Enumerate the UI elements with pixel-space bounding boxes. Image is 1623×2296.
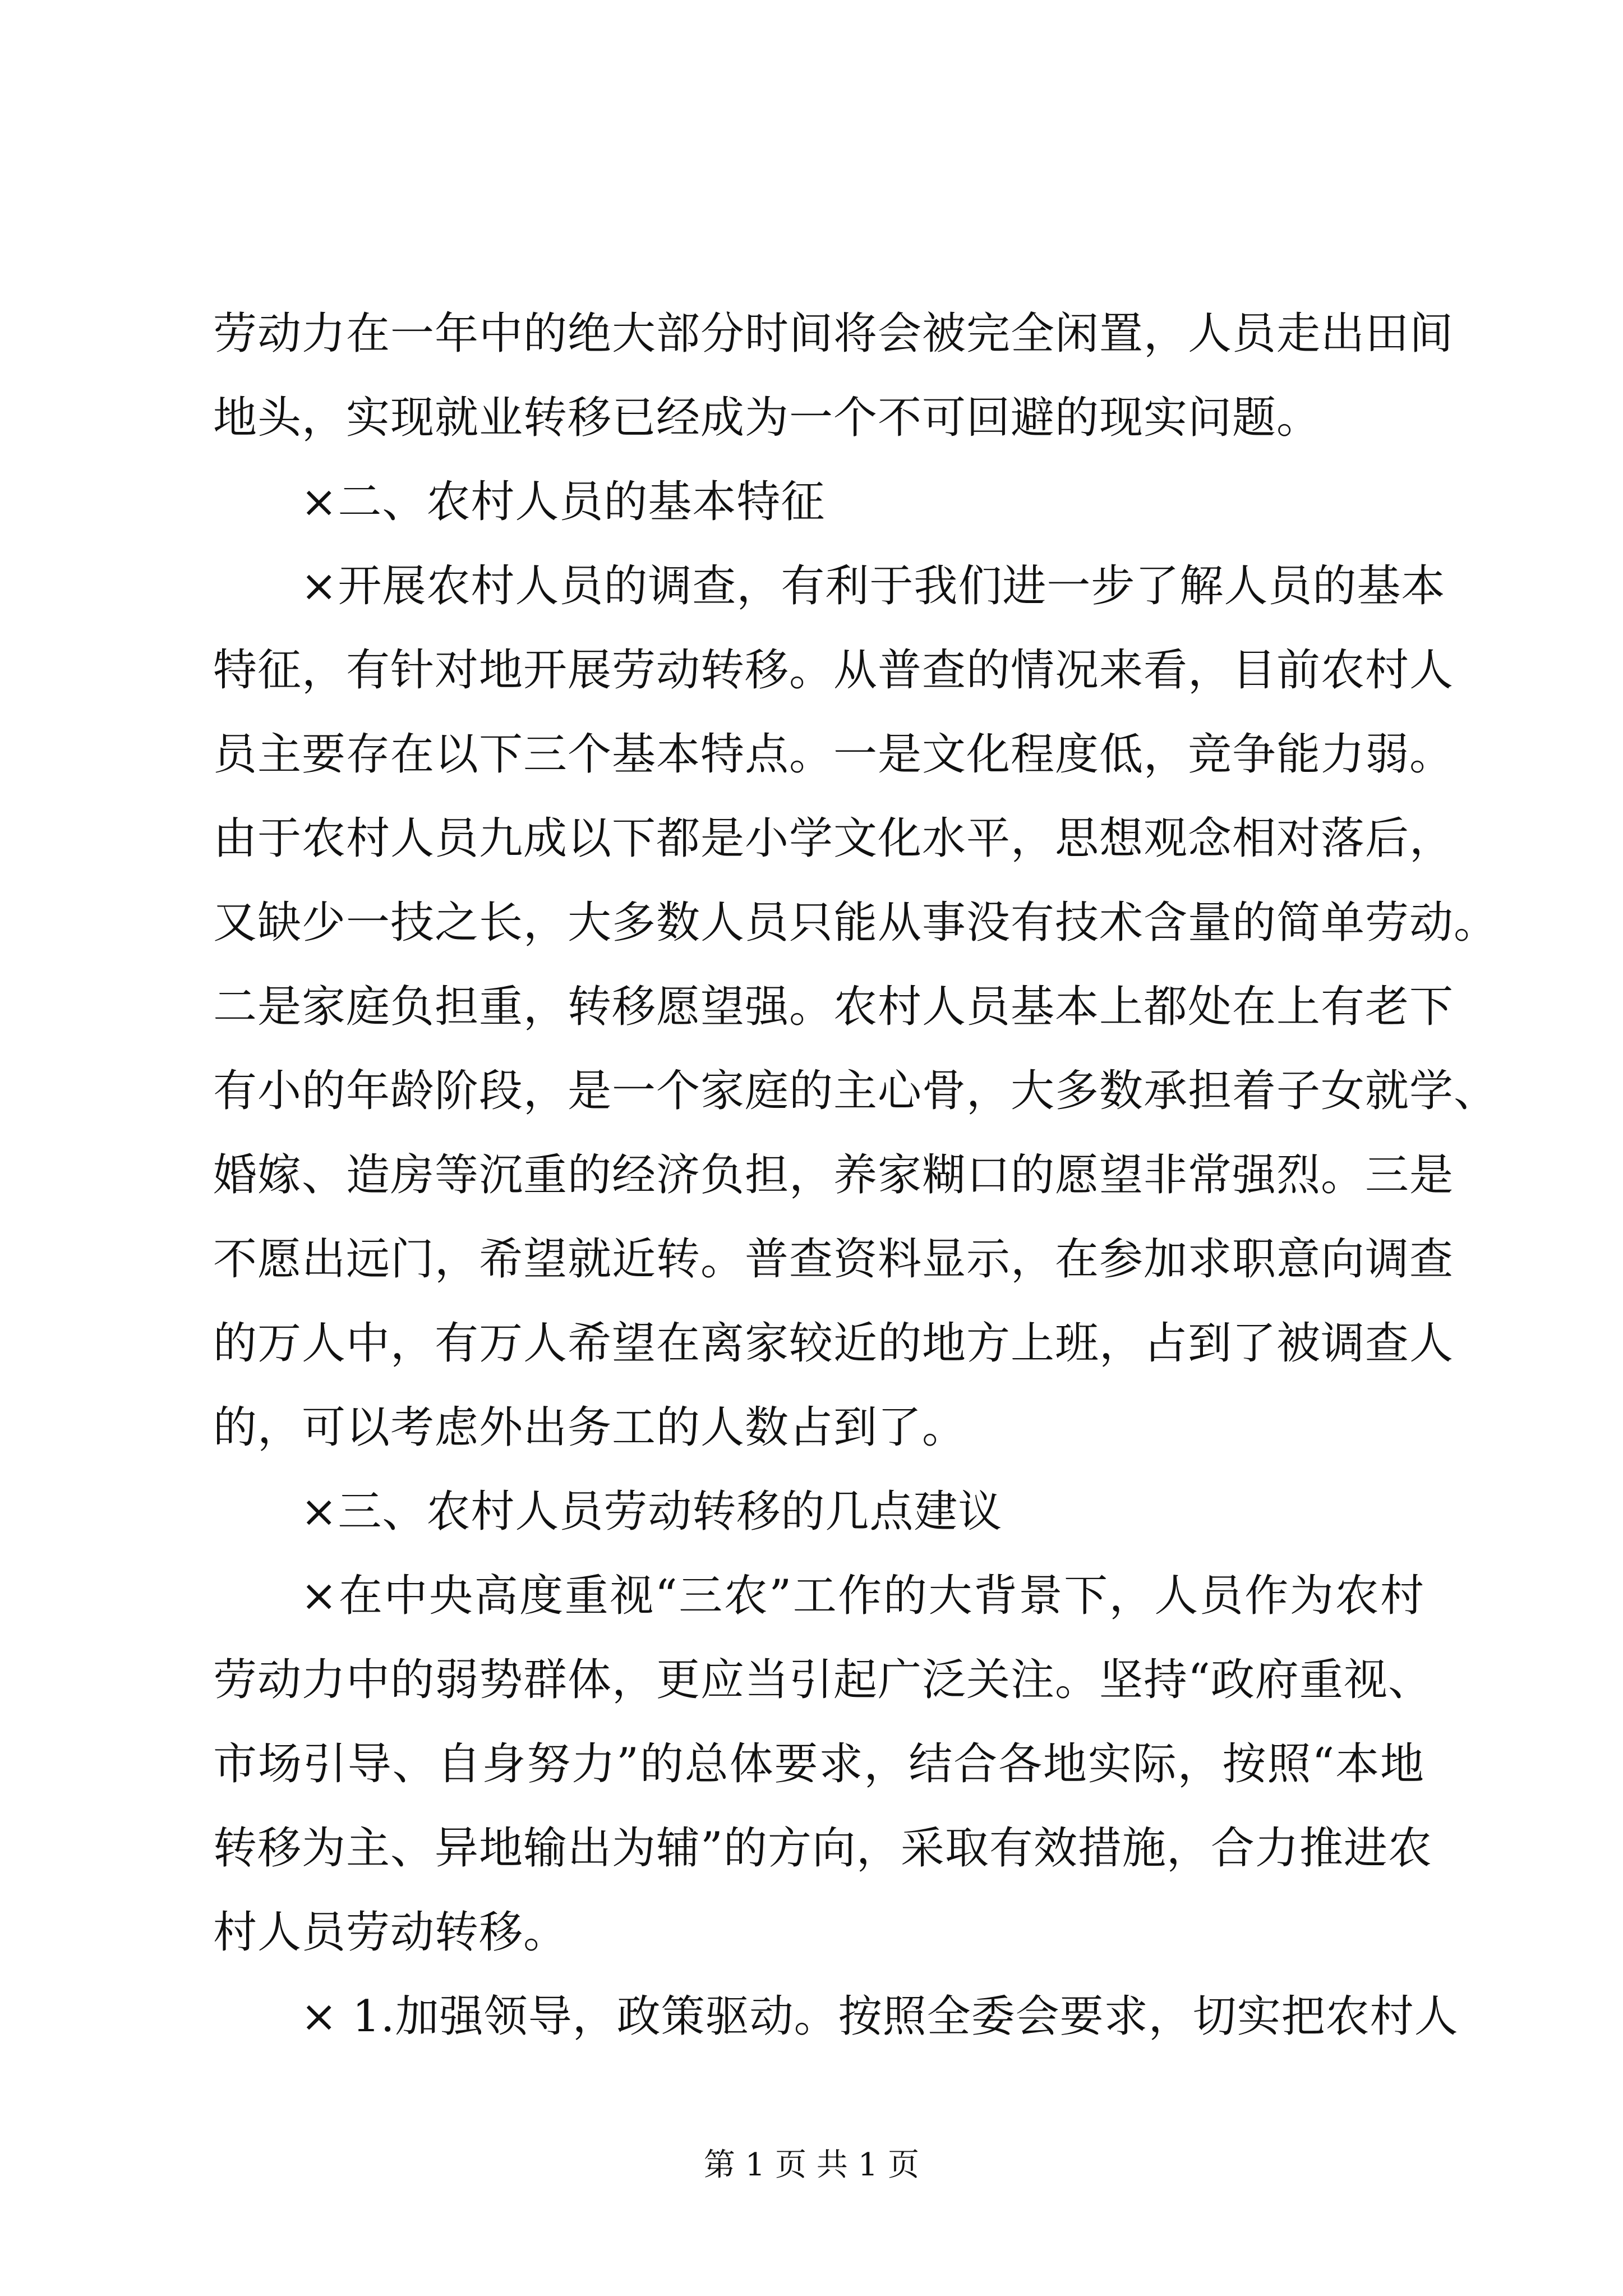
text-line: 转移为主、异地输出为辅”的方向，采取有效措施，合力推进农 <box>213 1823 1432 1874</box>
text-line: 劳动力中的弱势群体，更应当引起广泛关注。坚持“政府重视、 <box>213 1655 1432 1705</box>
text-line: 二是家庭负担重，转移愿望强。农村人员基本上都处在上有老下 <box>213 982 1454 1032</box>
text-line: 特征，有针对地开展劳动转移。从普查的情况来看，目前农村人 <box>213 645 1454 696</box>
text-line: 的，可以考虑外出务工的人数占到了。 <box>213 1402 967 1453</box>
text-line: 由于农村人员九成以下都是小学文化水平，思想观念相对落后， <box>213 813 1454 864</box>
text-line: 劳动力在一年中的绝大部分时间将会被完全闲置，人员走出田间 <box>213 309 1454 359</box>
section-heading: ×二、农村人员的基本特征 <box>301 477 826 527</box>
text-line: 员主要存在以下三个基本特点。一是文化程度低，竞争能力弱。 <box>213 729 1454 780</box>
section-heading: ×三、农村人员劳动转移的几点建议 <box>301 1487 1003 1537</box>
text-line: ×开展农村人员的调查，有利于我们进一步了解人员的基本 <box>301 561 1446 611</box>
text-line: 的万人中，有万人希望在离家较近的地方上班，占到了被调查人 <box>213 1318 1454 1369</box>
document-body <box>213 292 1498 2059</box>
text-line: 婚嫁、造房等沉重的经济负担，养家糊口的愿望非常强烈。三是 <box>213 1150 1454 1200</box>
text-line: 又缺少一技之长，大多数人员只能从事没有技术含量的简单劳动。 <box>213 898 1498 948</box>
text-line: 不愿出远门，希望就近转。普查资料显示，在参加求职意向调查 <box>213 1234 1454 1285</box>
text-line: 市场引导、自身努力”的总体要求，结合各地实际，按照“本地 <box>213 1739 1424 1789</box>
text-line: ×在中央高度重视“三农”工作的大背景下，人员作为农村 <box>301 1571 1424 1621</box>
page-footer: 第 1 页 共 1 页 <box>703 2147 920 2183</box>
text-line: 地头，实现就业转移已经成为一个不可回避的现实问题。 <box>213 393 1321 443</box>
text-line: 有小的年龄阶段，是一个家庭的主心骨，大多数承担着子女就学、 <box>213 1066 1498 1116</box>
text-line: 村人员劳动转移。 <box>213 1907 568 1958</box>
text-line: × 1.加强领导，政策驱动。按照全委会要求，切实把农村人 <box>301 1991 1459 2042</box>
